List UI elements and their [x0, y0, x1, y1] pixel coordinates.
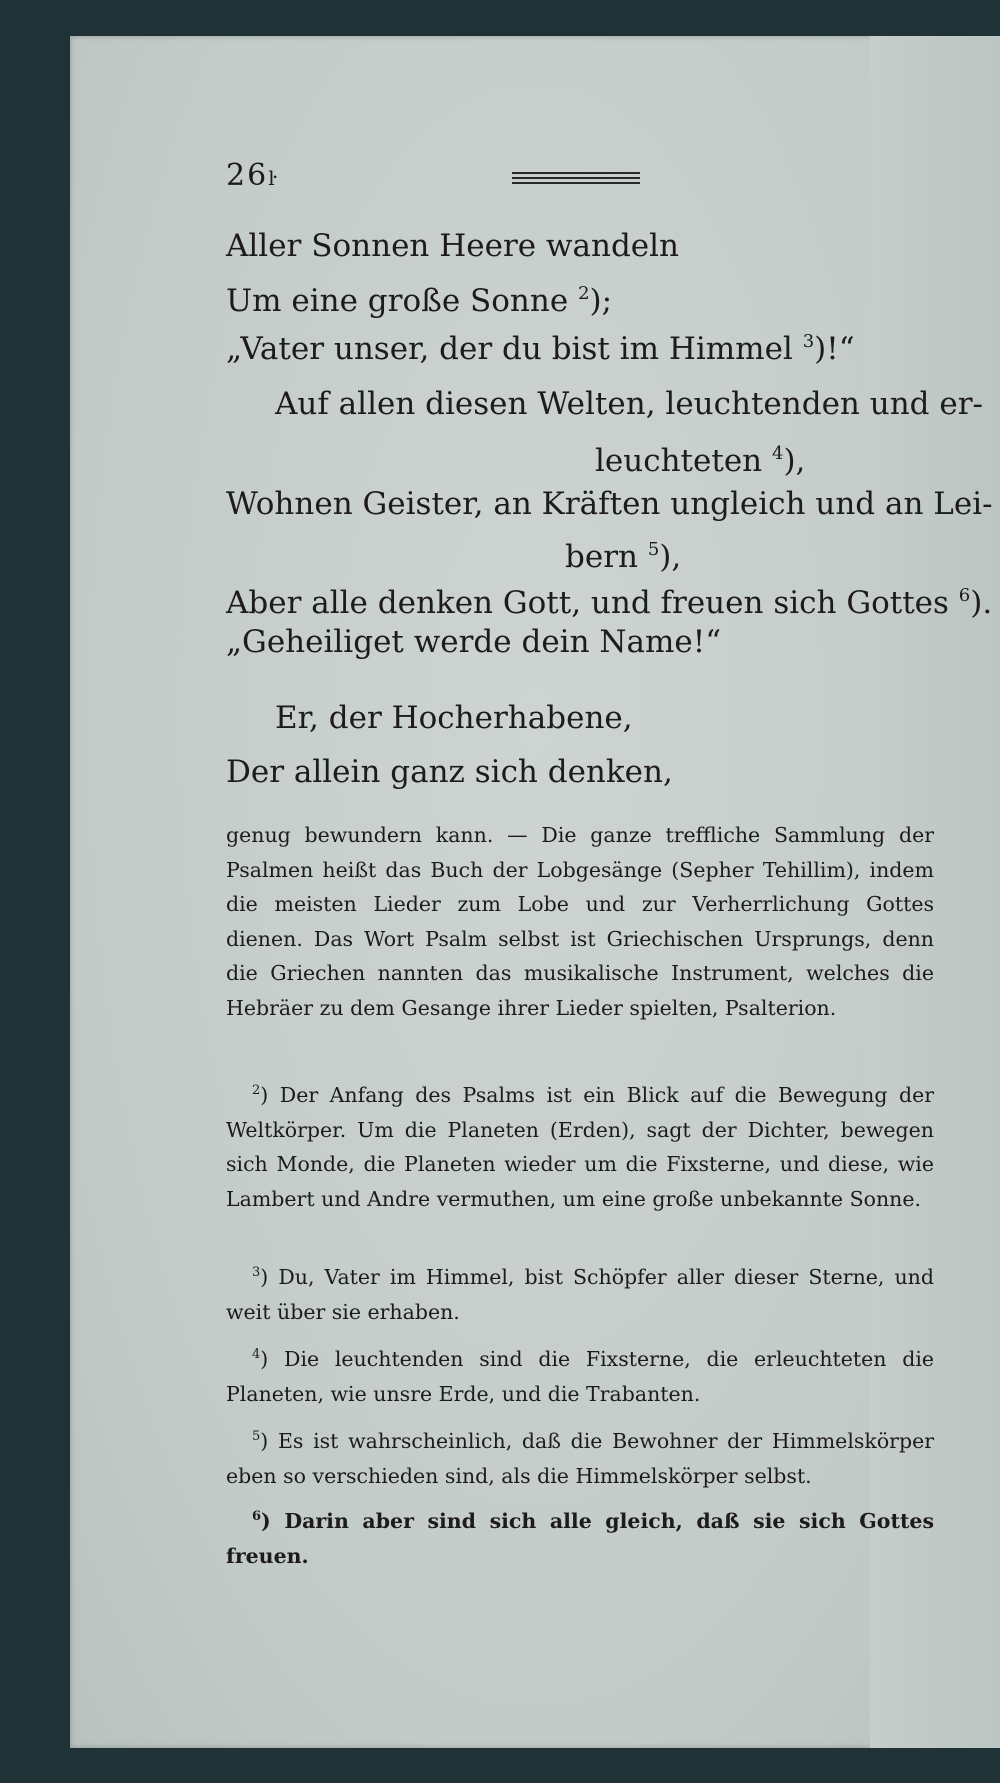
poem-line — [595, 434, 805, 481]
footnote-marker: 5 — [252, 1429, 261, 1444]
poem-line-text: Aber alle denken Gott, und freuen sich Gottes — [226, 585, 949, 621]
footnote: $^3$) Du, Vater im Himmel, bist Schöpfer aller dieser Sterne, und weit über sie erhaben. — [226, 1265, 934, 1324]
poem-line: Der allein ganz sich denken, — [226, 754, 673, 790]
poem-line — [226, 576, 992, 623]
poem-line-text: leuchteten — [595, 443, 763, 479]
poem-line: Aller Sonnen Heere wandeln — [226, 228, 680, 264]
footnote-text: Du, Vater im Himmel, bist Schöpfer aller dieser Sterne, und weit über sie erhaben. — [226, 1265, 934, 1324]
footnote-text: Der Anfang des Psalms ist ein Blick auf die Bewegung der Weltkörper. Um die Planeten (Erden), sagt der Dichter, bewegen sich Monde, die Planeten wieder um die Fixsterne, und diese, wie Lambert und Andre vermuthen, um eine große unbekannte Sonne. — [226, 1083, 935, 1211]
footnote-ref: $^2$); — [578, 283, 613, 319]
header-rule-line-3 — [512, 182, 640, 184]
poem-line-text: Um eine große Sonne — [226, 283, 569, 319]
header-rule-line-2 — [512, 177, 640, 179]
footnote-ref: $^5$), — [647, 539, 682, 575]
footnote-ref: $^4$), — [771, 443, 806, 479]
header-rule — [512, 172, 640, 187]
poem-line — [226, 274, 612, 321]
footnote-marker: 2 — [252, 1083, 261, 1098]
poem-line: Er, der Hocherhabene, — [275, 700, 633, 736]
footnote-text: Die leuchtenden sind die Fixsterne, die erleuchteten die Planeten, wie unsre Erde, und die Trabanten. — [226, 1347, 935, 1406]
footnote-ref: $^3$)!“ — [802, 331, 855, 367]
page-number-value: 26 — [226, 158, 269, 193]
footnote-text: Es ist wahrscheinlich, daß die Bewohner der Himmelskörper eben so verschieden sind, als die Himmelskörper selbst. — [226, 1429, 935, 1488]
footnote-marker: 4 — [252, 1347, 261, 1362]
poem-line: Auf allen diesen Welten, leuchtenden und er- — [275, 386, 984, 422]
footnote: $^6$) Darin aber sind sich alle gleich, daß sie sich Gottes freuen. — [226, 1509, 934, 1568]
footnote: $^2$) Der Anfang des Psalms ist ein Blick auf die Bewegung der Weltkörper. Um die Planeten (Erden), sagt der Dichter, bewegen sich Monde, die Planeten wieder um die Fixsterne, und diese, wie Lambert und Andre vermuthen, um eine große unbekannte Sonne. — [226, 1083, 935, 1211]
page-number — [226, 158, 277, 193]
poem-line: Wohnen Geister, an Kräften ungleich und an Lei- — [226, 486, 993, 522]
poem-line-text: bern — [565, 539, 638, 575]
footnote: $^5$) Es ist wahrscheinlich, daß die Bewohner der Himmelskörper eben so verschieden sind, als die Himmelskörper selbst. — [226, 1429, 935, 1488]
footnote-marker: 3 — [252, 1265, 261, 1280]
header-rule-line-1 — [512, 172, 640, 174]
footnote-text: Darin aber sind sich alle gleich, daß sie sich Gottes freuen. — [226, 1509, 934, 1568]
poem-line-text: „Vater unser, der du bist im Himmel — [226, 331, 793, 367]
footnote-ref: $^6$). — [958, 585, 993, 621]
page-number-mark: ŀ — [268, 166, 277, 190]
footnote-marker: 6 — [252, 1509, 262, 1524]
poem-line: „Geheiliget werde dein Name!“ — [226, 624, 722, 660]
poem-line — [565, 530, 681, 577]
poem-line — [226, 322, 855, 369]
footnote: $^4$) Die leuchtenden sind die Fixsterne, die erleuchteten die Planeten, wie unsre Erde, und die Trabanten. — [226, 1347, 935, 1406]
footnote-continued: genug bewundern kann. — Die ganze treffliche Sammlung der Psalmen heißt das Buch der Lobgesänge (Sepher Tehillim), indem die meisten Lieder zum Lobe und zur Verherrlichung Gottes dienen. Das Wort Psalm selbst ist Griechischen Ursprungs, denn die Griechen nannten das musikalische Instrument, welches die Hebräer zu dem Gesange ihrer Lieder spielten, Psalterion. — [226, 823, 934, 1020]
